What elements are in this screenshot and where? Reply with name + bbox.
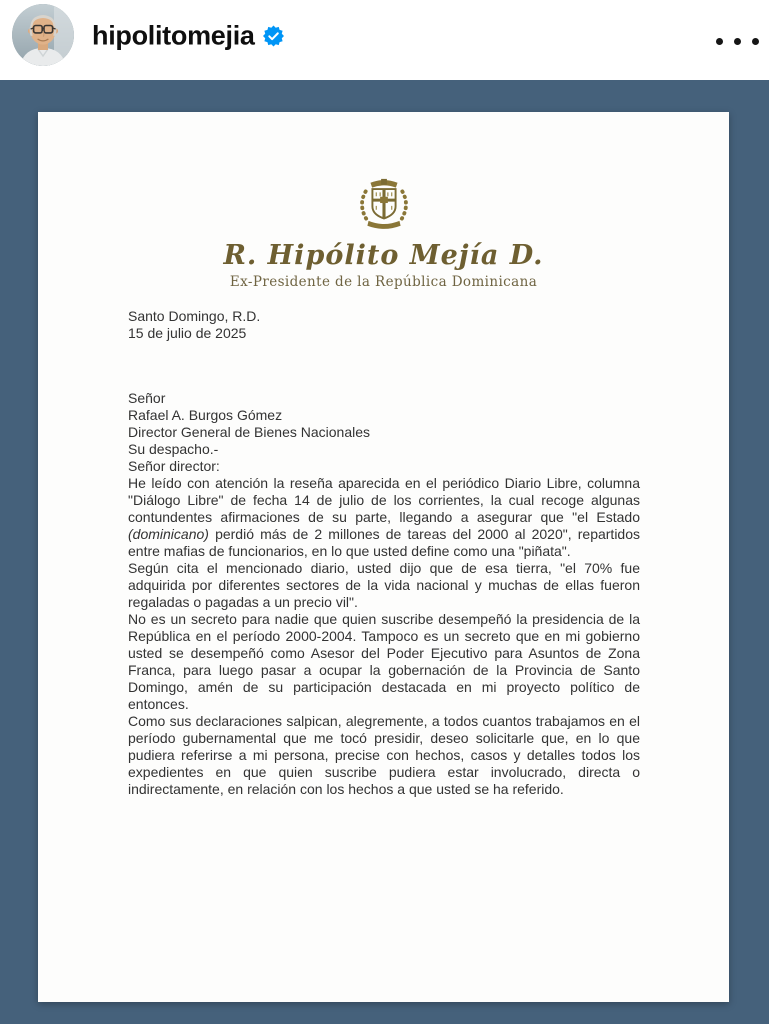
- ellipsis-icon: [734, 38, 741, 45]
- addressee-line: Su despacho.-: [128, 441, 219, 457]
- letter-place: Santo Domingo, R.D.: [128, 308, 261, 324]
- letter-page: [38, 112, 729, 1002]
- letter-paragraph: Según cita el mencionado diario, usted dijo que de esa tierra, "el 70% fue adquirida por diferentes sectores de la vida nacional y muchas de ellas fueron regaladas o pagadas a un precio vil".: [128, 560, 640, 610]
- letterhead-name: R. Hipólito Mejía D.: [223, 240, 544, 271]
- letter-paragraph: No es un secreto para nadie que quien suscribe desempeñó la presidencia de la República en el período 2000-2004. Tampoco es un secreto que en mi gobierno usted se desempeñó como Asesor del Poder Ejecutivo para Asuntos de Zona Franca, para luego pasar a ocupar la gobernación de la Provincia de Santo Domingo, amén de su participación destacada en mi proyecto político de entonces.: [128, 611, 640, 712]
- avatar[interactable]: [12, 4, 74, 66]
- verified-badge-icon: [263, 26, 284, 47]
- username-link[interactable]: hipolitomejia: [92, 20, 255, 51]
- more-options-button[interactable]: [703, 30, 759, 52]
- addressee-line: Rafael A. Burgos Gómez: [128, 407, 283, 423]
- letter-body: [38, 308, 729, 798]
- addressee-line: Señor: [128, 390, 166, 406]
- addressee-block: [128, 390, 640, 458]
- addressee-line: Director General de Bienes Nacionales: [128, 424, 371, 440]
- letterhead-subtitle: Ex-Presidente de la República Dominicana: [229, 274, 538, 290]
- post-media[interactable]: [0, 80, 769, 1024]
- salutation: Señor director:: [128, 458, 220, 474]
- date-block: [128, 308, 640, 342]
- letter-paragraph: He leído con atención la reseña aparecida en el periódico Diario Libre, columna "Diálogo Libre" de fecha 14 de julio de los corrientes, la cual recoge algunas contundentes afirmaciones de su parte, llegando a asegurar que "el Estado (dominicano) perdió más de 2 millones de tareas del 2000 al 2020", repartidos entre mafias de funcionarios, en lo que usted define como una "piñata".: [128, 475, 640, 559]
- letterhead: [38, 112, 729, 290]
- ellipsis-icon: [716, 38, 723, 45]
- dominican-coat-of-arms-icon: [355, 176, 413, 232]
- letter-paragraph: Como sus declaraciones salpican, alegremente, a todos cuantos trabajamos en el período gubernamental que me tocó presidir, deseo solicitarle que, en lo que pudiera referirse a mi persona, precise con hechos, casos y detalles todos los expedientes en que quien suscribe pudiera estar involucrado, directa o indirectamente, en relación con los hechos a que usted se ha referido.: [128, 713, 640, 797]
- avatar-photo-icon: [12, 4, 74, 66]
- letter-date: 15 de julio de 2025: [128, 325, 247, 341]
- username-row: [92, 21, 284, 52]
- post-header: [0, 0, 769, 80]
- ellipsis-icon: [752, 38, 759, 45]
